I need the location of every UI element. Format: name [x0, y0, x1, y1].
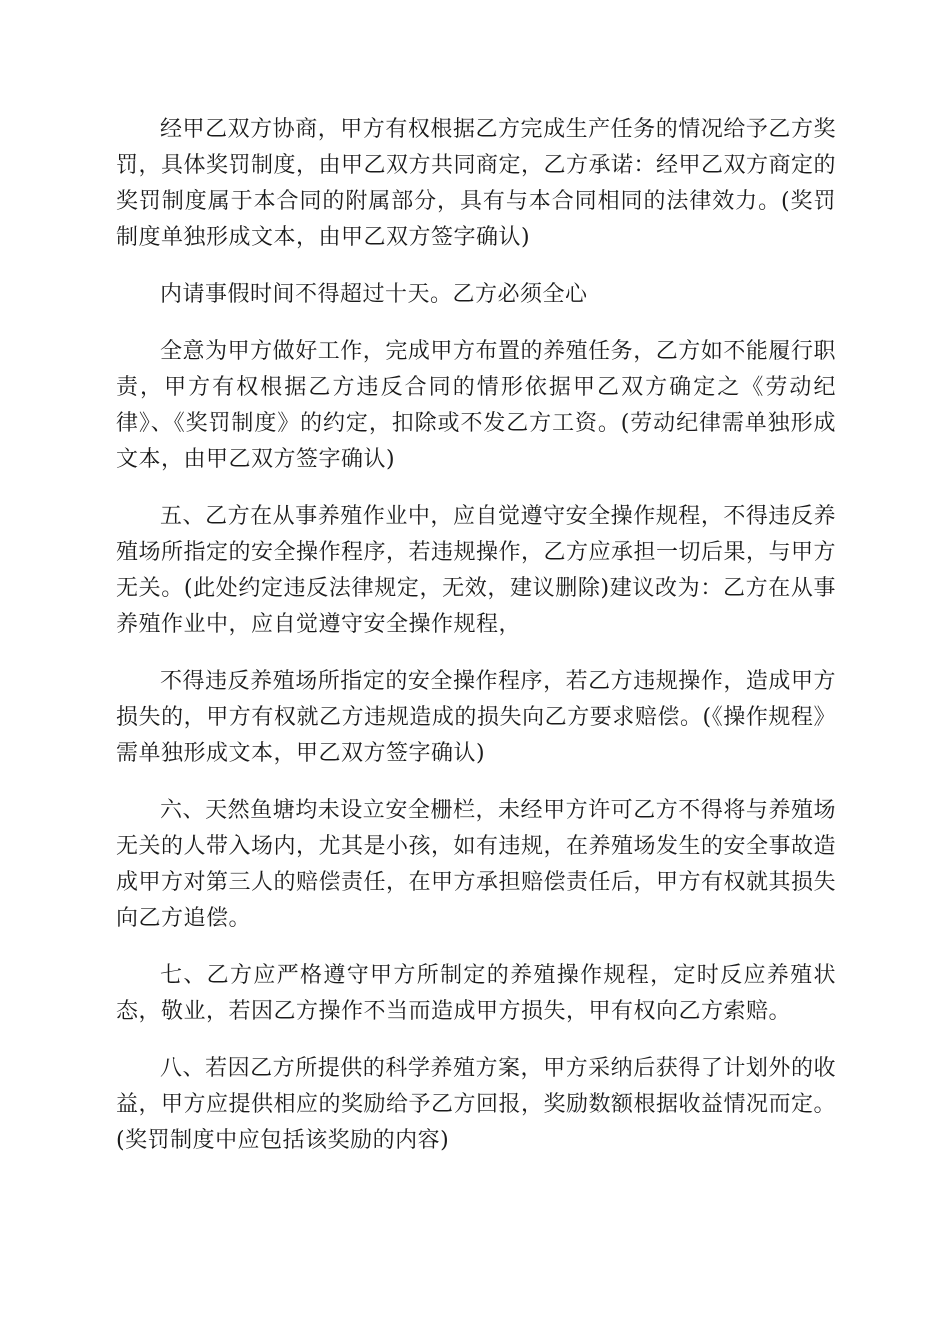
document-page	[116, 112, 836, 1180]
paragraph-clause-five-revision: 不得违反养殖场所指定的安全操作程序，若乙方违规操作，造成甲方损失的，甲方有权就乙方违规造成的损失向乙方要求赔偿。(《操作规程》需单独形成文本，甲乙双方签字确认)	[116, 669, 836, 766]
paragraph-clause-seven: 七、乙方应严格遵守甲方所制定的养殖操作规程，定时反应养殖状态，敬业，若因乙方操作不当而造成甲方损失，甲有权向乙方索赔。	[116, 963, 836, 1024]
paragraph-reward-penalty-system: 经甲乙双方协商，甲方有权根据乙方完成生产任务的情况给予乙方奖罚，具体奖罚制度，由甲乙双方共同商定，乙方承诺：经甲乙双方商定的奖罚制度属于本合同的附属部分，具有与本合同相同的法律效力。(奖罚制度单独形成文本，由甲乙双方签字确认)	[116, 117, 837, 250]
paragraph-clause-five: 五、乙方在从事养殖作业中，应自觉遵守安全操作规程，不得违反养殖场所指定的安全操作程序，若违规操作，乙方应承担一切后果，与甲方无关。(此处约定违反法律规定，无效，建议删除)建议改为：乙方在从事养殖作业中，应自觉遵守安全操作规程，	[116, 504, 837, 637]
paragraph-duties-and-wages: 全意为甲方做好工作，完成甲方布置的养殖任务，乙方如不能履行职责，甲方有权根据乙方违反合同的情形依据甲乙双方确定之《劳动纪律》、《奖罚制度》的约定，扣除或不发乙方工资。(劳动纪律需单独形成文本，由甲乙双方签字确认)	[116, 339, 836, 472]
paragraph-leave-limit: 内请事假时间不得超过十天。乙方必须全心	[160, 282, 588, 307]
paragraph-clause-six: 六、天然鱼塘均未设立安全栅栏，未经甲方许可乙方不得将与养殖场无关的人带入场内，尤其是小孩，如有违规，在养殖场发生的安全事故造成甲方对第三人的赔偿责任，在甲方承担赔偿责任后，甲方有权就其损失向乙方追偿。	[116, 798, 837, 931]
paragraph-clause-eight: 八、若因乙方所提供的科学养殖方案，甲方采纳后获得了计划外的收益，甲方应提供相应的奖励给予乙方回报，奖励数额根据收益情况而定。(奖罚制度中应包括该奖励的内容)	[116, 1056, 837, 1153]
